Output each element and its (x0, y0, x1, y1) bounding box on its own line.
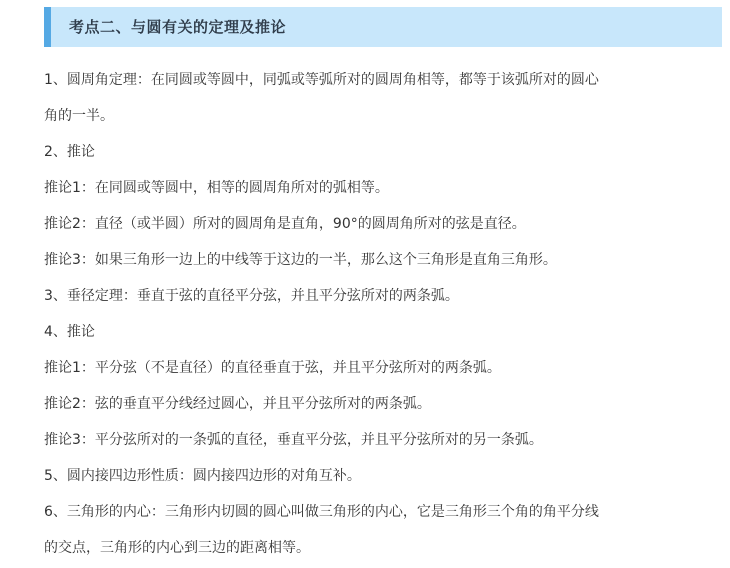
paragraph-corollary-2-2: 推论2：直径（或半圆）所对的圆周角是直角，90°的圆周角所对的弦是直径。 (44, 216, 526, 232)
paragraph-corollary-2-3: 推论3：如果三角形一边上的中线等于这边的一半，那么这个三角形是直角三角形。 (44, 252, 557, 268)
paragraph-corollary-4-2: 推论2：弦的垂直平分线经过圆心，并且平分弦所对的两条弧。 (44, 396, 431, 412)
paragraph-corollary-heading-4: 4、推论 (44, 324, 95, 340)
paragraph-theorem-3: 3、垂径定理：垂直于弦的直径平分弦，并且平分弦所对的两条弧。 (44, 288, 459, 304)
section-title: 考点二、与圆有关的定理及推论 (69, 18, 287, 36)
paragraph-theorem-1-line-2: 角的一半。 (44, 108, 114, 124)
paragraph-theorem-6-line-1: 6、三角形的内心：三角形内切圆的圆心叫做三角形的内心，它是三角形三个角的角平分线 (44, 504, 599, 520)
paragraph-corollary-2-1: 推论1：在同圆或等圆中，相等的圆周角所对的弧相等。 (44, 180, 389, 196)
paragraph-theorem-6-line-2: 的交点，三角形的内心到三边的距离相等。 (44, 540, 310, 556)
section-header (44, 7, 722, 47)
paragraph-corollary-heading-2: 2、推论 (44, 144, 95, 160)
paragraph-corollary-4-1: 推论1：平分弦（不是直径）的直径垂直于弦，并且平分弦所对的两条弧。 (44, 360, 501, 376)
paragraph-theorem-1-line-1: 1、圆周角定理：在同圆或等圆中，同弧或等弧所对的圆周角相等，都等于该弧所对的圆心 (44, 72, 599, 88)
article-body (44, 62, 724, 566)
paragraph-corollary-4-3: 推论3：平分弦所对的一条弧的直径，垂直平分弦，并且平分弦所对的另一条弧。 (44, 432, 543, 448)
paragraph-theorem-5: 5、圆内接四边形性质：圆内接四边形的对角互补。 (44, 468, 361, 484)
